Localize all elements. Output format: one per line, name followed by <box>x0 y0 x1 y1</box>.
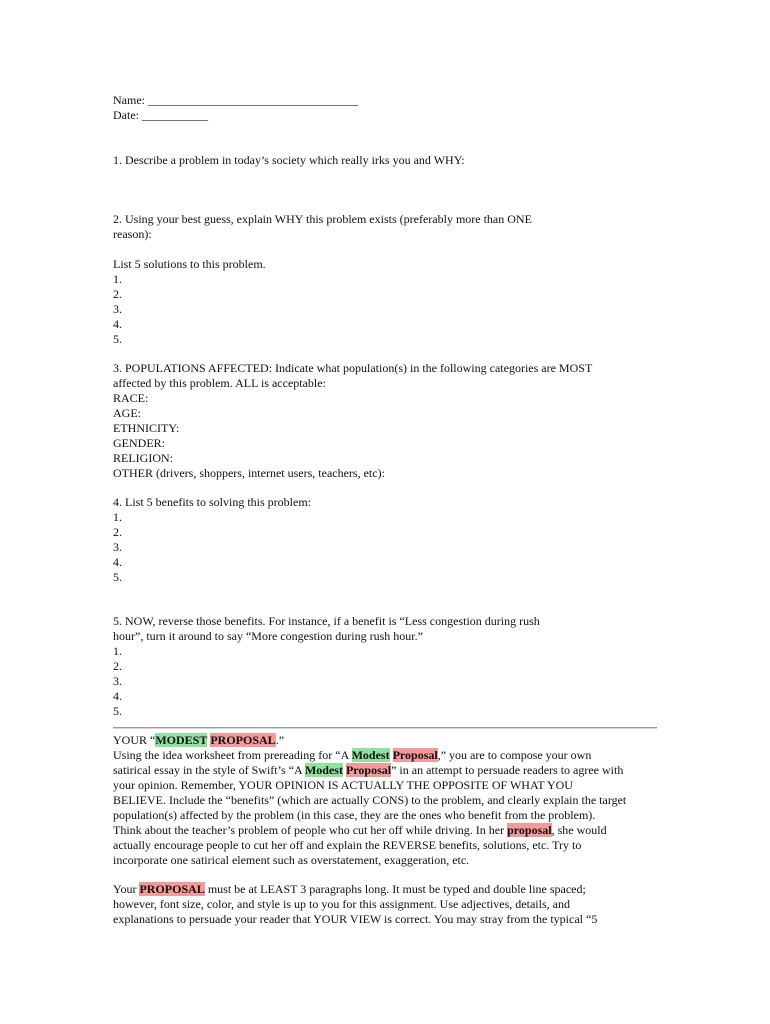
reversed-item-1: 1. <box>113 644 122 658</box>
assignment-line-4: BELIEVE. Include the “benefits” (which are actually CONS) to the problem, and clearly explain the target <box>113 793 627 807</box>
category-other: OTHER (drivers, shoppers, internet users, teachers, etc): <box>113 466 385 480</box>
assignment-title: YOUR “MODEST PROPOSAL.” <box>113 733 285 747</box>
requirements-line-1: Your PROPOSAL must be at LEAST 3 paragraphs long. It must be typed and double line spaced; <box>113 882 586 896</box>
assignment-line-8: incorporate one satirical element such as overstatement, exaggeration, etc. <box>113 853 470 867</box>
assignment-line-2: satirical essay in the style of Swift’s “A Modest Proposal” in an attempt to persuade readers to agree with <box>113 763 624 777</box>
question-5-line-1: 5. NOW, reverse those benefits. For instance, if a benefit is “Less congestion during rush <box>113 614 540 628</box>
category-religion: RELIGION: <box>113 451 173 465</box>
category-gender: GENDER: <box>113 436 165 450</box>
highlight-proposal: Proposal <box>392 748 438 762</box>
assignment-line-3: your opinion. Remember, YOUR OPINION IS ACTUALLY THE OPPOSITE OF WHAT YOU <box>113 778 573 792</box>
reversed-item-2: 2. <box>113 659 122 673</box>
solutions-item-4: 4. <box>113 317 122 331</box>
reversed-item-3: 3. <box>113 674 122 688</box>
solutions-item-3: 3. <box>113 302 122 316</box>
highlight-modest: Modest <box>304 763 343 777</box>
benefits-item-3: 3. <box>113 540 122 554</box>
highlight-proposal: PROPOSAL <box>139 882 205 896</box>
category-race: RACE: <box>113 391 149 405</box>
question-3-line-2: affected by this problem. ALL is acceptable: <box>113 376 326 390</box>
assignment-line-1: Using the idea worksheet from prereading for “A Modest Proposal,” you are to compose your own <box>113 748 592 762</box>
reversed-item-5: 5. <box>113 704 122 718</box>
highlight-proposal: Proposal <box>345 763 392 777</box>
solutions-item-5: 5. <box>113 332 122 346</box>
question-4: 4. List 5 benefits to solving this problem: <box>113 495 311 509</box>
reversed-item-4: 4. <box>113 689 122 703</box>
name-line: Name: ___________________________________ <box>113 93 358 107</box>
solutions-item-1: 1. <box>113 272 122 286</box>
solutions-item-2: 2. <box>113 287 122 301</box>
highlight-proposal: PROPOSAL <box>210 733 276 747</box>
date-line: Date: ___________ <box>113 108 208 122</box>
benefits-item-1: 1. <box>113 510 122 524</box>
benefits-item-5: 5. <box>113 570 122 584</box>
assignment-line-5: population(s) affected by the problem (in this case, they are the ones who benefit from the problem). <box>113 808 596 822</box>
highlight-modest: MODEST <box>155 733 208 747</box>
benefits-item-4: 4. <box>113 555 122 569</box>
category-ethnicity: ETHNICITY: <box>113 421 180 435</box>
question-2-line-1: 2. Using your best guess, explain WHY this problem exists (preferably more than ONE <box>113 212 532 226</box>
assignment-line-6: Think about the teacher’s problem of people who cut her off while driving. In her proposal, she would <box>113 823 607 837</box>
question-1: 1. Describe a problem in today’s society which really irks you and WHY: <box>113 153 465 167</box>
highlight-modest: Modest <box>351 748 390 762</box>
highlight-proposal: proposal <box>507 823 552 837</box>
question-3-line-1: 3. POPULATIONS AFFECTED: Indicate what population(s) in the following categories are MOST <box>113 361 593 375</box>
section-divider <box>113 727 657 729</box>
requirements-line-2: however, font size, color, and style is up to you for this assignment. Use adjectives, details, and <box>113 897 570 911</box>
solutions-heading: List 5 solutions to this problem. <box>113 257 266 271</box>
category-age: AGE: <box>113 406 141 420</box>
requirements-line-3: explanations to persuade your reader that YOUR VIEW is correct. You may stray from the typical “5 <box>113 912 598 926</box>
question-2-line-2: reason): <box>113 227 152 241</box>
question-5-line-2: hour”, turn it around to say “More congestion during rush hour.” <box>113 629 423 643</box>
benefits-item-2: 2. <box>113 525 122 539</box>
assignment-line-7: actually encourage people to cut her off and explain the REVERSE benefits, solutions, etc. Try to <box>113 838 582 852</box>
